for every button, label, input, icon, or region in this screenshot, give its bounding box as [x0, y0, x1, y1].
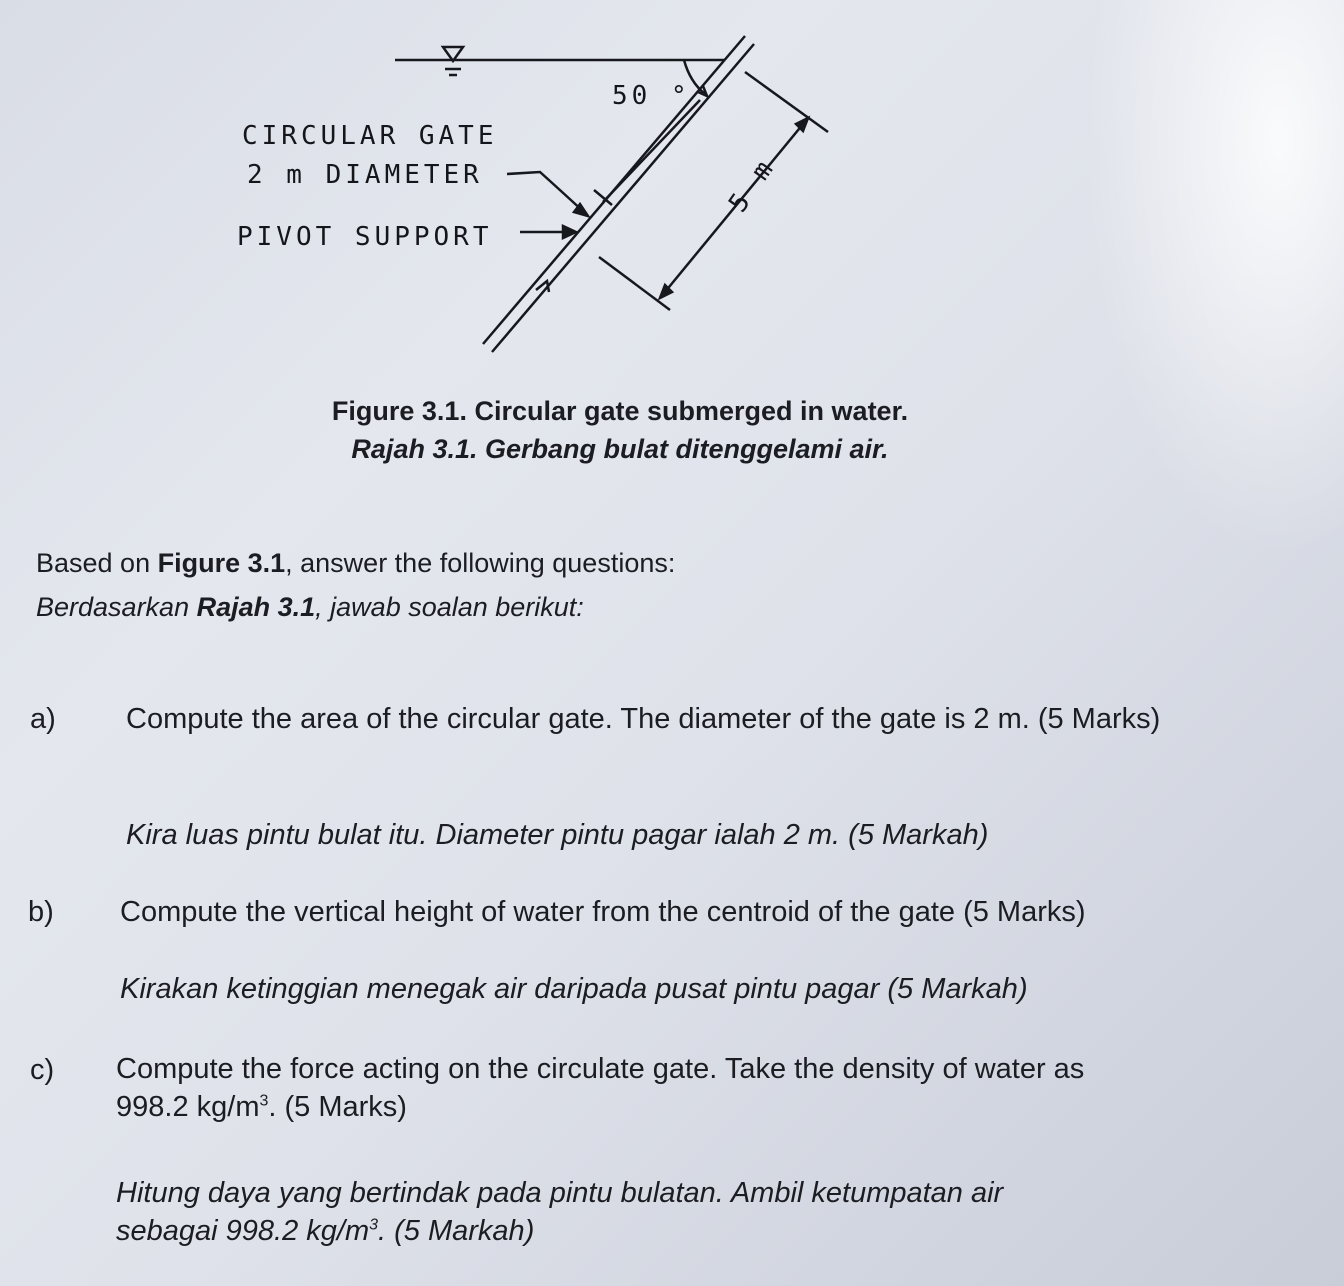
question-c-english-line1: Compute the force acting on the circulate gate. Take the density of water as [116, 1053, 1085, 1085]
question-c-malay-line1: Hitung daya yang bertindak pada pintu bulatan. Ambil ketumpatan air [116, 1177, 1004, 1209]
question-c-malay-line2 [116, 1212, 1296, 1250]
caption-text-en: Circular gate submerged in water. [466, 396, 909, 426]
pivot-support-label: PIVOT SUPPORT [237, 222, 493, 252]
marks-en: . (5 Marks) [268, 1091, 407, 1123]
question-a-english: Compute the area of the circular gate. The diameter of the gate is 2 m. (5 Marks) [126, 703, 1161, 735]
intro-en-before: Based on [36, 548, 158, 578]
density-value-en: 998.2 kg/m [116, 1091, 260, 1123]
diameter-label: 2 m DIAMETER [247, 160, 483, 190]
question-a-label: a) [30, 703, 56, 735]
intro-english [36, 548, 675, 579]
density-value-ms: sebagai 998.2 kg/m [116, 1215, 370, 1247]
marks-ms: . (5 Markah) [378, 1215, 535, 1247]
question-b-label: b) [28, 896, 54, 928]
question-c-english-line2 [116, 1088, 1296, 1126]
caption-text-ms: Gerbang bulat ditenggelami air. [477, 434, 889, 464]
length-label: 5 m [723, 152, 782, 219]
angle-label: 50 ° [612, 81, 691, 111]
figure-caption-malay [0, 434, 1240, 465]
density-exponent-ms: 3 [369, 1216, 379, 1234]
intro-malay [36, 592, 584, 623]
question-a-malay: Kira luas pintu bulat itu. Diameter pintu pagar ialah 2 m. (5 Markah) [126, 819, 989, 851]
density-exponent-en: 3 [259, 1092, 269, 1110]
question-b-english: Compute the vertical height of water from the centroid of the gate (5 Marks) [120, 896, 1086, 928]
gate-diagram [0, 0, 1344, 380]
lower-bracket [536, 281, 549, 292]
question-b-malay: Kirakan ketinggian menegak air daripada pusat pintu pagar (5 Markah) [120, 973, 1028, 1005]
figure-caption-english [0, 396, 1240, 427]
intro-en-after: , answer the following questions: [285, 548, 676, 578]
question-c-english [116, 1050, 1296, 1126]
question-c-malay [116, 1174, 1296, 1250]
caption-prefix-ms: Rajah 3.1. [351, 434, 478, 464]
intro-ms-after: , jawab soalan berikut: [315, 592, 584, 622]
intro-en-ref: Figure 3.1 [157, 548, 286, 578]
intro-ms-ref: Rajah 3.1 [196, 592, 316, 622]
question-c-label: c) [30, 1054, 55, 1086]
caption-prefix-en: Figure 3.1. [331, 396, 467, 426]
leader-arrows [507, 172, 588, 238]
circular-gate-label: CIRCULAR GATE [242, 121, 498, 151]
intro-ms-before: Berdasarkan [36, 592, 197, 622]
